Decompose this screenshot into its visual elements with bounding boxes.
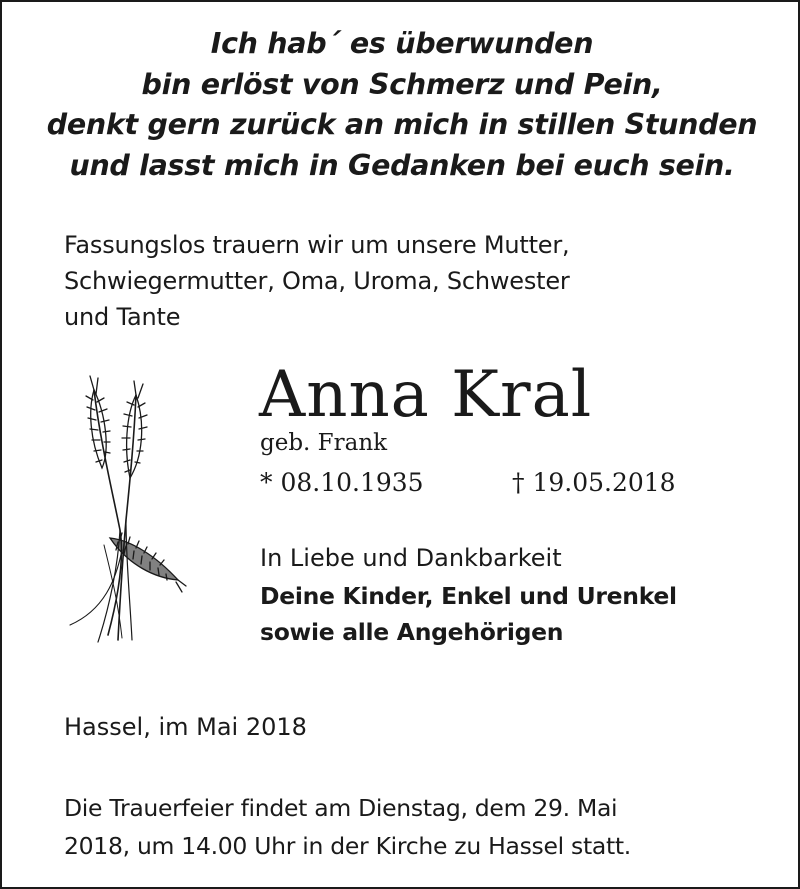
poem-line: und lasst mich in Gedanken bei euch sein.: [69, 148, 735, 182]
birth-name: geb. Frank: [260, 430, 388, 456]
gratitude-line: In Liebe und Dankbarkeit: [260, 544, 562, 572]
intro-line: Schwiegermutter, Oma, Uroma, Schwester: [64, 267, 570, 295]
wheat-ears-icon: [60, 370, 190, 650]
death-date: † 19.05.2018: [512, 468, 676, 497]
poem-line: Ich hab´ es überwunden: [210, 27, 594, 60]
place-date: Hassel, im Mai 2018: [64, 713, 307, 741]
intro-line: und Tante: [64, 303, 181, 331]
poem: [2, 24, 800, 186]
poem-line: denkt gern zurück an mich in stillen Stunden: [46, 108, 758, 141]
birth-date: * 08.10.1935: [260, 468, 424, 497]
deceased-name: Anna Kral: [259, 358, 593, 432]
funeral-line: 2018, um 14.00 Uhr in der Kirche zu Hassel statt.: [64, 832, 631, 860]
funeral-line: Die Trauerfeier findet am Dienstag, dem 29. Mai: [64, 794, 618, 822]
poem-line: bin erlöst von Schmerz und Pein,: [141, 67, 663, 101]
family-signature: [260, 578, 677, 650]
family-line: Deine Kinder, Enkel und Urenkel: [260, 582, 677, 610]
mourning-intro: [64, 227, 570, 335]
family-line: sowie alle Angehörigen: [260, 618, 564, 646]
funeral-notice: [64, 789, 631, 865]
intro-line: Fassungslos trauern wir um unsere Mutter,: [64, 231, 570, 259]
